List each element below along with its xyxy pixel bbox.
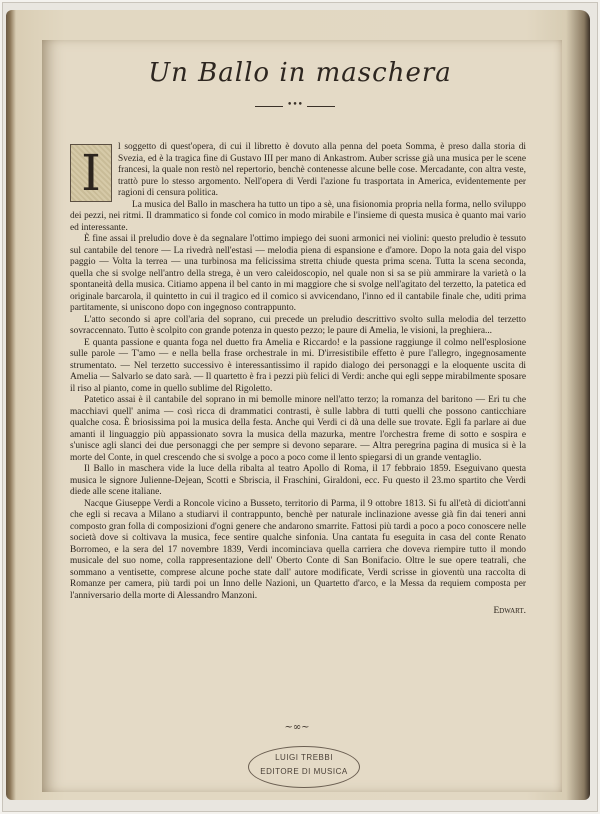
paragraph-2: La musica del Ballo in maschera ha tutto un tipo a sè, una fisionomia propria nella forma, nello sviluppo dei pezzi, nei ritmi. Il drammatico si fonde col comico in modo mirabile e l'insieme di questa musica è quanto mai vario ed interessante. — [70, 199, 526, 233]
page-title: Un Ballo in maschera — [148, 58, 452, 88]
signature: Edwart. — [493, 606, 526, 616]
article-body — [70, 142, 526, 618]
paragraph-1 — [70, 142, 526, 200]
paragraph-text: l soggetto di quest'opera, di cui il libretto è dovuto alla penna del poeta Somma, è preso dalla storia di Svezia, ed è la tragica fine di Gustavo III per mano di Ankastrom. Auber scrisse già una musica per le scene francesi, la quale non restò nel repertorio, benchè contenesse alcune belle cose. Mercadante, con altra veste, trattò pure lo stesso argomento. Nell'opera di Verdi l'azione fu trasportata in America, evidentemente per ragioni di censura politica. — [118, 142, 526, 198]
stamp-line-1: LUIGI TREBBI — [275, 753, 333, 762]
publisher-stamp — [248, 746, 360, 788]
ornament-dots: ••• — [287, 100, 303, 110]
tailpiece-ornament: ~∞~ — [284, 722, 310, 733]
paragraph-6: Patetico assai è il cantabile del soprano in mi bemolle minore nell'atto terzo; la romanza del baritono — Eri tu che macchiavi quell' anima — così ricca di drammatici contrasti, è sulle labbra di tutti quelli che possono canticchiare qualche cosa. È briosissima poi la musica della festa. Anche qui Verdi ci dà una delle sue trovate. Egli fa parlare ai due amanti il linguaggio più appassionato sovra la musica della mazurka, mentre l'orchestra freme di sotto e sospira e s'unisce agli slanci dei due personaggi che per sempre si devono separare. — Altra peregrina pagina di musica si è la morte del Conte, in quel crescendo che si svolge a poco a poco come il lento spiegarsi di un grande ventaglio. — [70, 395, 526, 463]
paragraph-3: È fine assai il preludio dove è da segnalare l'ottimo impiego dei suoni armonici nei violini: questo preludio è tessuto sul cantabile del tenore — La rivedrà nell'estasi — melodia piena di espansione e d'amore. Dopo la nota gaia del vispo paggio — Volta la terrea — una turbinosa ma felicissima stretta chiude questa prima scena. Tutta la scena seconda, quella che si svolge nell'antro della strega, è un vero caleidoscopio, nel quale non si sa se più ammirare la varietà o la spontaneità della musica. Citiamo appena il bel canto in mi maggiore che si svolge nell'agitato del terzetto, la patetica ed originale barcarola, il quintetto in cui il tragico ed il comico si avvicendano, l'inno ed il cantabile finale che, uditi prima partitamente, si uniscono dopo con ingegnoso contrappunto. — [70, 234, 526, 313]
paragraph-8: Nacque Giuseppe Verdi a Roncole vicino a Busseto, territorio di Parma, il 9 ottobre 1813. Si fu all'età di diciott'anni che egli si recava a Milano a studiarvi il contrappunto, benchè per naturale inclinazione avesse già fin dai teneri anni composto gran folla di composizioni d'ogni genere che andarono smarrite. Fattosi più tardi a poco a poco conoscere nelle società dove si coltivava la musica, fece sentire qualche sinfonia. Una cantata fu eseguita in casa del conte Renato Borromeo, e la sera del 17 novembre 1839, Verdi incominciava quella carriera che doveva riempire tutto il mondo musicale del suo nome, colla rappresentazione dell' Oberto Conte di San Bonifacio. Oltre le sue opere teatrali, che sommano a ventisette, comprese alcune poche state dall' autore modificate, Verdi scrisse in gioventù una raccolta di Romanze per camera, più tardi poi un Inno delle Nazioni, un Quartetto d'arco, e la Messa da requiem composta per l'anniversario della morte di Alessandro Manzoni. — [70, 498, 526, 601]
paragraph-4: L'atto secondo si apre coll'aria del soprano, cui precede un preludio descrittivo svolto sulla melodia del terzetto sovraccennato. Tutto è scolpito con grande potenza in questo pezzo; le paure di Amelia, le visioni, la preghiera... — [70, 314, 526, 336]
title-ornament — [255, 100, 335, 110]
stamp-line-2: EDITORE DI MUSICA — [260, 767, 348, 776]
paragraph-7: Il Ballo in maschera vide la luce della ribalta al teatro Apollo di Roma, il 17 febbraio 1859. Eseguivano questa musica le signore Julienne-Dejean, Scotti e Sbriscia, il Fraschini, Giraldoni, ecc. Fu questo il 23.mo spartito che Verdi diede alle scene italiane. — [70, 464, 526, 497]
paragraph-5: E quanta passione e quanta foga nel duetto fra Amelia e Riccardo! e la passione raggiunge il colmo nell'esplosione sulle parole — T'amo — e nella bella frase orchestrale in mi. D'irresistibile effetto è pure l'allegro, ingegnosamente strumentato. — Nel terzetto successivo è interessantissimo il rapido dialogo dei personaggi e la eloquente uscita di Amelia — Salvarlo se dato sarà. — Il quartetto è fra i pezzi più felici di Verdi: anche qui egli seppe mirabilmente sposare il riso al pianto, come in quello sublime del Rigoletto. — [70, 337, 526, 394]
drop-cap: I — [70, 144, 112, 202]
